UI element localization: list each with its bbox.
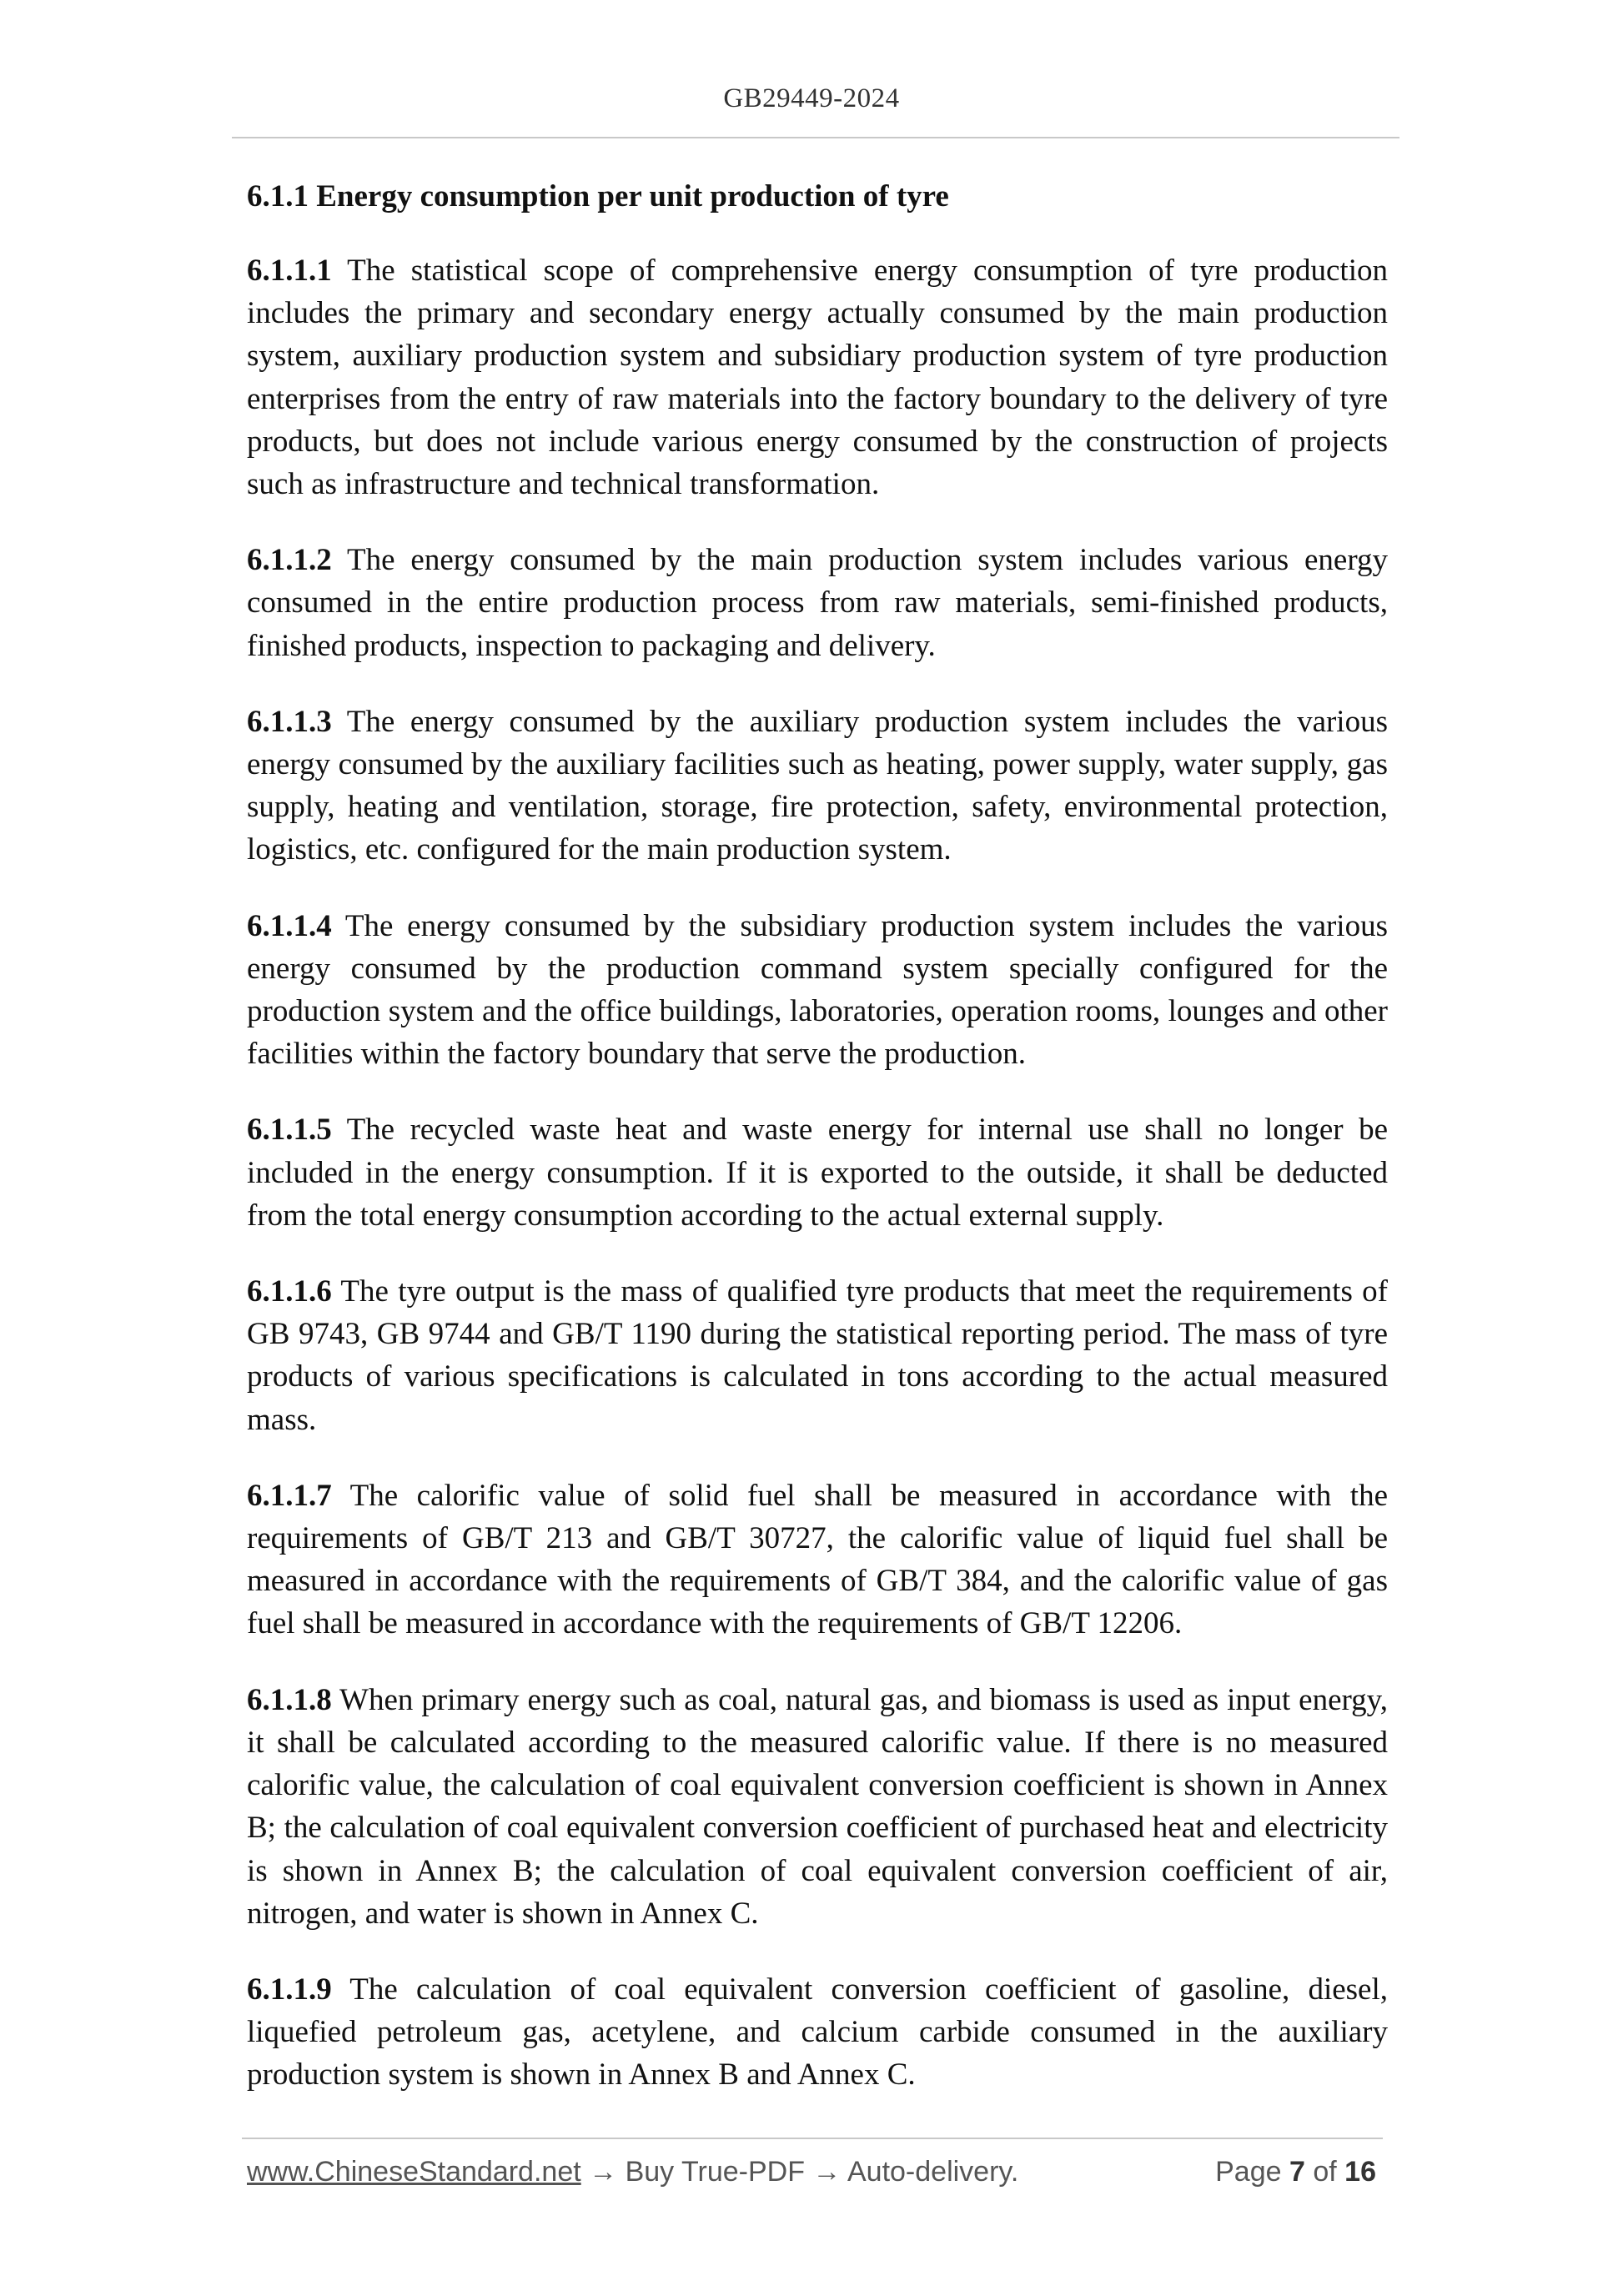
clause-text: The recycled waste heat and waste energy for internal use shall no longer be included in the energy consumption. If it is exported to the outside, it shall be deducted from the total energy consumption according to the actual external supply. [247, 1113, 1388, 1233]
clause-text: The energy consumed by the auxiliary production system includes the various energy consumed by the auxiliary facilities such as heating, power supply, water supply, gas supply, heating and ventilation, storage, fire protection, safety, environmental protection, logistics, etc. configured for the main production system. [247, 704, 1388, 867]
section-heading: 6.1.1 Energy consumption per unit production of tyre [247, 179, 949, 214]
footer-divider [242, 2138, 1383, 2139]
clause-text: The calorific value of solid fuel shall be measured in accordance with the requirements of GB/T 213 and GB/T 30727, the calorific value of liquid fuel shall be measured in accordance with the requirements of GB/T 384, and the calorific value of gas fuel shall be measured in accordance with the requirements of GB/T 12206. [247, 1478, 1388, 1641]
clause-number: 6.1.1.7 [247, 1478, 332, 1513]
website-link[interactable]: www.ChineseStandard.net [247, 2156, 581, 2188]
clause-number: 6.1.1.8 [247, 1682, 332, 1717]
clause-6-1-1-7 [247, 1475, 1388, 1645]
clause-number: 6.1.1.1 [247, 254, 332, 288]
page-header-title: GB29449-2024 [723, 83, 900, 113]
clause-text: The statistical scope of comprehensive energy consumption of tyre production includes the primary and secondary energy actually consumed by the main production system, auxiliary production system and subsidiary production system of tyre production enterprises from the entry of raw materials into the factory boundary to the delivery of tyre products, but does not include various energy consumed by the construction of projects such as infrastructure and technical transformation. [247, 254, 1388, 502]
page-of-label: of [1313, 2156, 1337, 2188]
page-label: Page [1215, 2156, 1282, 2188]
page-indicator [1215, 2156, 1376, 2188]
clause-number: 6.1.1.2 [247, 543, 332, 578]
clause-6-1-1-2 [247, 539, 1388, 667]
clause-number: 6.1.1.3 [247, 704, 332, 739]
clause-6-1-1-4 [247, 905, 1388, 1076]
footer-promo-text: → Buy True-PDF → Auto-delivery. [580, 2156, 1019, 2188]
header-divider [232, 137, 1399, 138]
clause-text: The energy consumed by the main production system includes various energy consumed in the entire production process from raw materials, semi-finished products, finished products, inspection to packaging and delivery. [247, 543, 1388, 663]
clause-6-1-1-5 [247, 1108, 1388, 1237]
total-pages-number: 16 [1344, 2156, 1376, 2188]
current-page-number: 7 [1289, 2156, 1305, 2188]
clause-number: 6.1.1.6 [247, 1274, 332, 1309]
clause-text: When primary energy such as coal, natural gas, and biomass is used as input energy, it shall be calculated according to the measured calorific value. If there is no measured calorific value, the calculation of coal equivalent conversion coefficient is shown in Annex B; the calculation of coal equivalent conversion coefficient of purchased heat and electricity is shown in Annex B; the calculation of coal equivalent conversion coefficient of air, nitrogen, and water is shown in Annex C. [247, 1682, 1388, 1931]
clause-6-1-1-1 [247, 249, 1388, 505]
clause-text: The energy consumed by the subsidiary production system includes the various energy consumed by the production command system specially configured for the production system and the office buildings, laboratories, operation rooms, lounges and other facilities within the factory boundary that serve the production. [247, 908, 1388, 1072]
clause-text: The tyre output is the mass of qualified tyre products that meet the requirements of GB 9743, GB 9744 and GB/T 1190 during the statistical reporting period. The mass of tyre products of various specifications is calculated in tons according to the actual measured mass. [247, 1274, 1388, 1437]
clause-number: 6.1.1.4 [247, 908, 332, 943]
clause-6-1-1-8 [247, 1679, 1388, 1935]
clause-6-1-1-9 [247, 1968, 1388, 2097]
clause-6-1-1-3 [247, 701, 1388, 872]
clause-number: 6.1.1.9 [247, 1972, 332, 2007]
footer-promo [247, 2156, 1018, 2188]
document-body [247, 175, 1388, 2130]
clause-text: The calculation of coal equivalent conversion coefficient of gasoline, diesel, liquefied petroleum gas, acetylene, and calcium carbide consumed in the auxiliary production system is shown in Annex B and Annex C. [247, 1972, 1388, 2093]
clause-6-1-1-6 [247, 1270, 1388, 1441]
clause-number: 6.1.1.5 [247, 1113, 332, 1148]
